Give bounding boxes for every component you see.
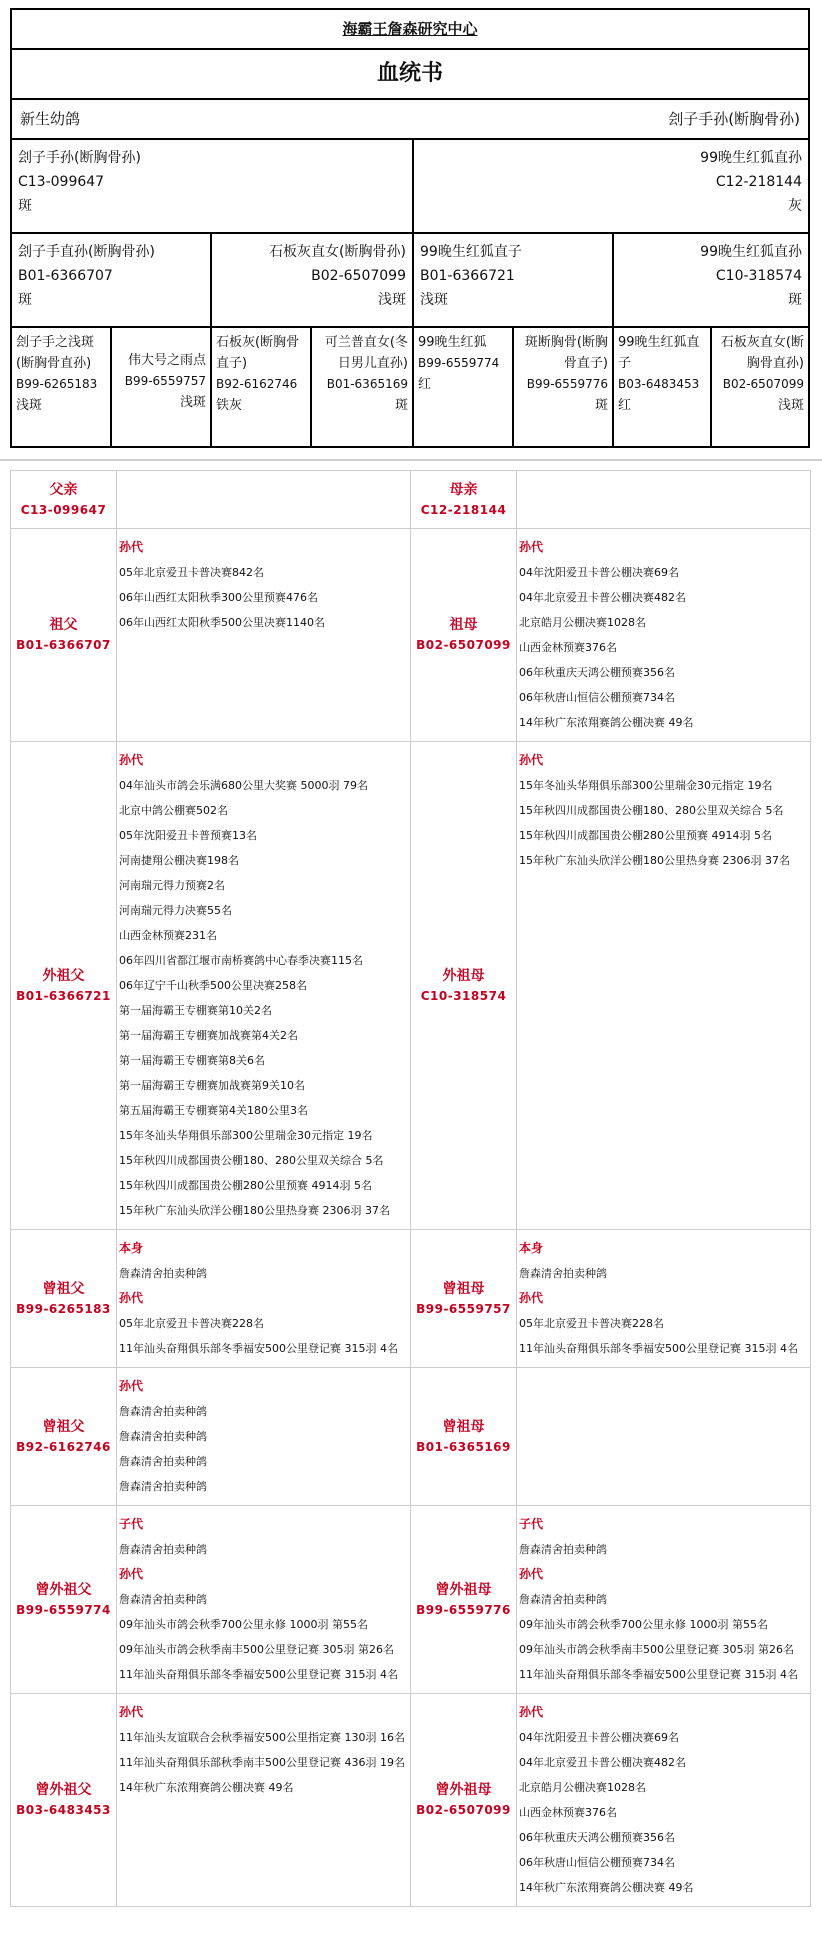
race-record-line: 06年辽宁千山秋季500公里决赛258名 <box>119 979 307 992</box>
race-record-line: 06年山西红太阳秋季500公里决赛1140名 <box>119 616 325 629</box>
great-grandparent-name: 可兰普直女(冬日男儿直孙) <box>324 335 408 371</box>
research-center-name: 海霸王詹森研究中心 <box>342 20 478 38</box>
great-grandparent-ring: B92-6162746 <box>216 377 298 391</box>
race-record-line: 15年秋四川成都国贵公棚280公里预赛 4914羽 5名 <box>519 829 772 842</box>
race-record-cell <box>117 471 411 529</box>
race-record-line: 15年秋广东汕头欣洋公棚180公里热身赛 2306羽 37名 <box>519 854 790 867</box>
great-grandparents-tier <box>12 328 808 446</box>
race-record-line: 河南瑞元得力预赛2名 <box>119 879 225 892</box>
relative-ring: C13-099647 <box>20 502 107 517</box>
record-section-title: 孙代 <box>519 1567 544 1581</box>
race-record-line: 11年汕头友谊联合会秋季福安500公里指定赛 130羽 16名 <box>119 1731 405 1744</box>
relative-label-cell <box>11 1506 117 1694</box>
achievement-row <box>11 742 811 1230</box>
race-record-line: 詹森清舍拍卖种鸽 <box>119 1593 207 1606</box>
great-grandparent-color: 浅斑 <box>16 398 43 413</box>
great-grandparent-cell <box>12 328 112 446</box>
relative-role: 曾祖父 <box>42 1418 85 1435</box>
record-section-title: 孙代 <box>519 1705 544 1719</box>
race-record-line: 04年沈阳爱丑卡普公棚决赛69名 <box>519 566 679 579</box>
race-record-line: 第一届海霸王专棚赛第8关6名 <box>119 1054 265 1067</box>
great-grandparent-name: 刽子手之浅斑(断胸骨直孙) <box>16 335 95 371</box>
record-section-title: 孙代 <box>119 1291 144 1305</box>
relative-ring: B03-6483453 <box>16 1803 111 1817</box>
race-record-cell <box>117 1368 411 1506</box>
pedigree-title-row <box>12 50 808 100</box>
subject-pigeon-row <box>12 100 808 140</box>
grandparent-cell <box>414 234 614 326</box>
race-record-cell <box>517 1694 811 1907</box>
grandparent-color: 浅斑 <box>420 292 448 308</box>
relative-role: 祖父 <box>49 617 78 633</box>
race-record-line: 11年汕头奋翔俱乐部冬季福安500公里登记赛 315羽 4名 <box>519 1668 798 1681</box>
race-record-cell <box>117 1506 411 1694</box>
relative-role: 曾外祖母 <box>435 1782 492 1798</box>
race-record-line: 詹森清舍拍卖种鸽 <box>119 1267 207 1280</box>
race-record-line: 山西金林预赛376名 <box>519 1806 617 1819</box>
great-grandparent-ring: B99-6265183 <box>16 377 98 391</box>
great-grandparent-cell <box>414 328 514 446</box>
race-record-line: 11年汕头奋翔俱乐部冬季福安500公里登记赛 315羽 4名 <box>119 1342 398 1355</box>
race-record-line: 09年汕头市鸽会秋季700公里永修 1000羽 第55名 <box>119 1618 368 1631</box>
great-grandparent-ring: B99-6559774 <box>418 356 500 370</box>
great-grandparent-color: 红 <box>618 398 632 413</box>
great-grandparent-ring: B03-6483453 <box>618 377 700 391</box>
race-record-line: 06年秋唐山恒信公棚预赛734名 <box>519 691 675 704</box>
record-section-title: 孙代 <box>119 1567 144 1581</box>
achievement-row <box>11 529 811 742</box>
relative-label-cell <box>411 1694 517 1907</box>
grandparent-name: 刽子手直孙(断胸骨孙) <box>18 244 155 260</box>
grandparent-color: 斑 <box>18 292 32 308</box>
grandparent-name: 99晚生红狐直孙 <box>700 244 802 260</box>
race-record-line: 詹森清舍拍卖种鸽 <box>119 1405 207 1418</box>
relative-role: 外祖父 <box>42 967 85 984</box>
race-record-line: 北京皓月公棚决赛1028名 <box>519 616 646 629</box>
relative-ring: C10-318574 <box>420 988 507 1003</box>
race-record-line: 詹森清舍拍卖种鸽 <box>519 1543 607 1556</box>
sire-cell <box>12 140 414 232</box>
race-record-line: 11年汕头奋翔俱乐部冬季福安500公里登记赛 315羽 4名 <box>119 1668 398 1681</box>
relative-label-cell <box>411 1230 517 1368</box>
grandparent-color: 斑 <box>788 292 802 308</box>
race-record-line: 14年秋广东浓翔赛鸽公棚决赛 49名 <box>519 716 694 729</box>
relative-role: 曾祖父 <box>42 1280 85 1297</box>
parents-tier <box>12 140 808 234</box>
race-record-line: 05年沈阳爱丑卡普预赛13名 <box>119 829 257 842</box>
relative-label-cell <box>11 742 117 1230</box>
race-record-line: 11年汕头奋翔俱乐部冬季福安500公里登记赛 315羽 4名 <box>519 1342 798 1355</box>
great-grandparent-color: 红 <box>418 377 432 392</box>
race-record-line: 第一届海霸王专棚赛加战赛第4关2名 <box>119 1029 298 1042</box>
race-record-line: 06年四川省都江堰市南桥赛鸽中心春季决赛115名 <box>119 954 363 967</box>
record-section-title: 子代 <box>119 1517 144 1531</box>
great-grandparent-ring: B02-6507099 <box>722 377 804 391</box>
subject-strain: 刽子手孙(断胸骨孙) <box>668 110 800 128</box>
dam-name: 99晚生红狐直孙 <box>700 150 802 166</box>
relative-ring: B02-6507099 <box>416 1803 511 1817</box>
relative-label-cell <box>411 1368 517 1506</box>
dam-cell <box>414 140 808 232</box>
relative-label-cell <box>11 1694 117 1907</box>
achievement-row <box>11 1368 811 1506</box>
relative-label-cell <box>411 1506 517 1694</box>
great-grandparent-color: 浅斑 <box>179 395 206 410</box>
race-record-line: 04年汕头市鸽会乐满680公里大奖赛 5000羽 79名 <box>119 779 368 792</box>
race-record-line: 09年汕头市鸽会秋季南丰500公里登记赛 305羽 第26名 <box>119 1643 394 1656</box>
grandparent-cell <box>614 234 808 326</box>
race-record-line: 09年汕头市鸽会秋季南丰500公里登记赛 305羽 第26名 <box>519 1643 794 1656</box>
race-record-line: 05年北京爱丑卡普决赛842名 <box>119 566 264 579</box>
race-record-line: 詹森清舍拍卖种鸽 <box>119 1480 207 1493</box>
sire-ring: C13-099647 <box>18 174 105 190</box>
section-divider <box>0 459 822 461</box>
great-grandparent-name: 99晚生红狐直子 <box>618 335 700 371</box>
great-grandparent-color: 斑 <box>394 398 408 413</box>
relative-ring: B92-6162746 <box>16 1439 111 1454</box>
relative-ring: B01-6365169 <box>416 1439 511 1454</box>
race-record-line: 河南捷翔公棚决赛198名 <box>119 854 239 867</box>
race-record-cell <box>517 1368 811 1506</box>
race-record-cell <box>117 529 411 742</box>
race-record-line: 第一届海霸王专棚赛第10关2名 <box>119 1004 272 1017</box>
race-record-line: 05年北京爱丑卡普决赛228名 <box>519 1317 664 1330</box>
grandparent-name: 99晚生红狐直子 <box>420 244 522 260</box>
relative-ring: B99-6265183 <box>16 1301 111 1316</box>
relative-ring: B99-6559774 <box>16 1602 111 1617</box>
dam-ring: C12-218144 <box>715 174 802 190</box>
record-section-title: 子代 <box>519 1517 544 1531</box>
relative-role: 曾外祖父 <box>35 1782 92 1798</box>
achievement-table <box>10 470 811 1907</box>
race-record-line: 詹森清舍拍卖种鸽 <box>519 1593 607 1606</box>
race-record-line: 04年北京爱丑卡普公棚决赛482名 <box>519 591 686 604</box>
grandparent-cell <box>212 234 414 326</box>
relative-role: 父亲 <box>49 481 78 498</box>
great-grandparent-cell <box>112 328 212 446</box>
pedigree-title: 血统书 <box>376 61 443 86</box>
race-record-line: 北京皓月公棚决赛1028名 <box>519 1781 646 1794</box>
grandparent-ring: B02-6507099 <box>311 268 406 284</box>
record-section-title: 孙代 <box>519 753 544 767</box>
race-record-line: 詹森清舍拍卖种鸽 <box>519 1267 607 1280</box>
great-grandparent-cell <box>614 328 712 446</box>
race-record-line: 11年汕头奋翔俱乐部秋季南丰500公里登记赛 436羽 19名 <box>119 1756 405 1769</box>
record-section-title: 孙代 <box>519 540 544 554</box>
great-grandparent-ring: B99-6559757 <box>124 374 206 388</box>
grandparent-name: 石板灰直女(断胸骨孙) <box>269 244 406 260</box>
race-record-cell <box>517 529 811 742</box>
record-section-title: 孙代 <box>519 1291 544 1305</box>
great-grandparent-ring: B99-6559776 <box>526 377 608 391</box>
race-record-line: 15年冬汕头华翔俱乐部300公里瑞金30元指定 19名 <box>119 1129 373 1142</box>
achievement-row <box>11 471 811 529</box>
relative-role: 曾外祖母 <box>435 1581 492 1598</box>
race-record-line: 15年秋四川成都国贵公棚180、280公里双关综合 5名 <box>119 1154 384 1167</box>
race-record-line: 14年秋广东浓翔赛鸽公棚决赛 49名 <box>119 1781 294 1794</box>
race-record-line: 04年北京爱丑卡普公棚决赛482名 <box>519 1756 686 1769</box>
relative-label-cell <box>11 471 117 529</box>
relative-label-cell <box>11 1230 117 1368</box>
race-record-cell <box>517 471 811 529</box>
great-grandparent-cell <box>514 328 614 446</box>
race-record-cell <box>517 742 811 1230</box>
achievement-row <box>11 1230 811 1368</box>
race-record-cell <box>517 1506 811 1694</box>
relative-role: 母亲 <box>449 481 478 498</box>
race-record-cell <box>117 1694 411 1907</box>
relative-role: 曾祖母 <box>442 1418 485 1435</box>
great-grandparent-cell <box>712 328 808 446</box>
race-record-line: 15年秋广东汕头欣洋公棚180公里热身赛 2306羽 37名 <box>119 1204 390 1217</box>
grandparents-tier <box>12 234 808 328</box>
relative-ring: B99-6559757 <box>416 1301 511 1316</box>
great-grandparent-name: 99晚生红狐 <box>418 335 487 350</box>
sire-name: 刽子手孙(断胸骨孙) <box>18 150 141 166</box>
great-grandparent-ring: B01-6365169 <box>326 377 408 391</box>
race-record-line: 河南瑞元得力决赛55名 <box>119 904 232 917</box>
record-section-title: 孙代 <box>119 753 144 767</box>
dam-color: 灰 <box>788 198 802 214</box>
great-grandparent-color: 浅斑 <box>777 398 804 413</box>
race-record-line: 山西金林预赛376名 <box>519 641 617 654</box>
grandparent-ring: C10-318574 <box>715 268 802 284</box>
relative-role: 曾外祖父 <box>35 1581 92 1598</box>
race-record-line: 第五届海霸王专棚赛第4关180公里3名 <box>119 1104 308 1117</box>
race-record-line: 14年秋广东浓翔赛鸽公棚决赛 49名 <box>519 1881 694 1894</box>
race-record-line: 15年秋四川成都国贵公棚280公里预赛 4914羽 5名 <box>119 1179 372 1192</box>
race-record-cell <box>117 742 411 1230</box>
race-record-line: 05年北京爱丑卡普决赛228名 <box>119 1317 264 1330</box>
relative-label-cell <box>11 1368 117 1506</box>
race-record-line: 09年汕头市鸽会秋季700公里永修 1000羽 第55名 <box>519 1618 768 1631</box>
relative-role: 祖母 <box>449 617 478 633</box>
relative-ring: B99-6559776 <box>416 1602 511 1617</box>
race-record-cell <box>517 1230 811 1368</box>
great-grandparent-cell <box>212 328 312 446</box>
race-record-line: 詹森清舍拍卖种鸽 <box>119 1543 207 1556</box>
race-record-line: 04年沈阳爱丑卡普公棚决赛69名 <box>519 1731 679 1744</box>
relative-label-cell <box>411 742 517 1230</box>
relative-role: 曾祖母 <box>442 1280 485 1297</box>
grandparent-color: 浅斑 <box>378 292 406 308</box>
race-record-line: 06年秋重庆天鸿公棚预赛356名 <box>519 1831 675 1844</box>
grandparent-ring: B01-6366707 <box>18 268 113 284</box>
race-record-line: 山西金林预赛231名 <box>119 929 217 942</box>
race-record-line: 15年冬汕头华翔俱乐部300公里瑞金30元指定 19名 <box>519 779 773 792</box>
great-grandparent-cell <box>312 328 414 446</box>
relative-role: 外祖母 <box>442 967 485 984</box>
race-record-line: 詹森清舍拍卖种鸽 <box>119 1455 207 1468</box>
relative-label-cell <box>411 471 517 529</box>
race-record-line: 06年秋重庆天鸿公棚预赛356名 <box>519 666 675 679</box>
achievement-row <box>11 1506 811 1694</box>
subject-pigeon: 新生幼鸽 <box>20 110 81 128</box>
research-center-header <box>12 10 808 50</box>
race-record-line: 第一届海霸王专棚赛加战赛第9关10名 <box>119 1079 305 1092</box>
race-record-line: 15年秋四川成都国贵公棚180、280公里双关综合 5名 <box>519 804 784 817</box>
relative-ring: B01-6366707 <box>16 638 111 652</box>
race-record-cell <box>117 1230 411 1368</box>
grandparent-cell <box>12 234 212 326</box>
great-grandparent-name: 石板灰直女(断胸骨直孙) <box>720 335 804 371</box>
great-grandparent-name: 伟大号之雨点 <box>127 353 206 368</box>
relative-ring: B01-6366721 <box>16 988 111 1003</box>
relative-label-cell <box>11 529 117 742</box>
pedigree-card <box>10 8 810 448</box>
sire-color: 斑 <box>18 198 32 214</box>
race-record-line: 06年秋唐山恒信公棚预赛734名 <box>519 1856 675 1869</box>
race-record-line: 詹森清舍拍卖种鸽 <box>119 1430 207 1443</box>
race-record-line: 06年山西红太阳秋季300公里预赛476名 <box>119 591 318 604</box>
record-section-title: 孙代 <box>119 1705 144 1719</box>
great-grandparent-name: 石板灰(断胸骨直子) <box>216 335 300 371</box>
achievement-row <box>11 1694 811 1907</box>
record-section-title: 本身 <box>119 1241 144 1255</box>
great-grandparent-name: 斑断胸骨(断胸骨直子) <box>524 335 608 371</box>
record-section-title: 孙代 <box>119 1379 144 1393</box>
relative-ring: B02-6507099 <box>416 638 511 652</box>
grandparent-ring: B01-6366721 <box>420 268 515 284</box>
great-grandparent-color: 斑 <box>594 398 608 413</box>
great-grandparent-color: 铁灰 <box>216 398 243 413</box>
record-section-title: 本身 <box>519 1241 544 1255</box>
relative-label-cell <box>411 529 517 742</box>
record-section-title: 孙代 <box>119 540 144 554</box>
relative-ring: C12-218144 <box>420 502 507 517</box>
race-record-line: 北京中鸽公棚赛502名 <box>119 804 228 817</box>
